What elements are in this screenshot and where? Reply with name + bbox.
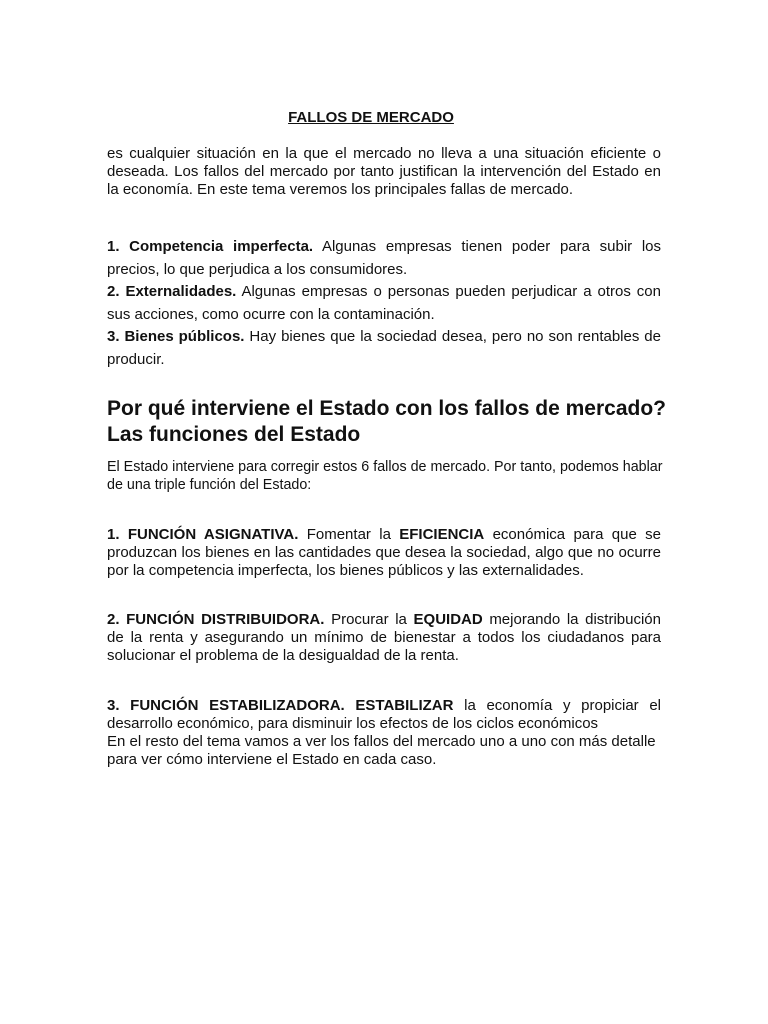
section-heading-line1: Por qué interviene el Estado con los fallos de mercado? xyxy=(107,397,666,420)
function-paragraph-assignative: 1. FUNCIÓN ASIGNATIVA. Fomentar la EFICIENCIA económica para que se produzcan los bienes en las cantidades que desea la sociedad, algo que no ocurre por la competencia imperfecta, los bienes públicos y las externalidades. xyxy=(107,526,662,579)
function-keyword: EQUIDAD xyxy=(413,611,483,628)
function-label: 2. FUNCIÓN DISTRIBUIDORA. xyxy=(107,611,325,628)
list-item-label: 3. Bienes públicos. xyxy=(107,328,245,345)
list-item xyxy=(107,281,661,326)
list-item xyxy=(107,326,661,371)
function-label: 1. FUNCIÓN ASIGNATIVA. xyxy=(107,526,299,543)
intro-paragraph: es cualquier situación en la que el mercado no lleva a una situación eficiente o deseada. Los fallos del mercado por tanto justifican la intervención del Estado en la economía. En este tema veremos los principales fallas de mercado. xyxy=(107,145,661,198)
document-title: FALLOS DE MERCADO xyxy=(288,109,454,126)
function-paragraph-distributive: 2. FUNCIÓN DISTRIBUIDORA. Procurar la EQUIDAD mejorando la distribución de la renta y asegurando un mínimo de bienestar a todos los ciudadanos para solucionar el problema de la desigualdad de la renta. xyxy=(107,611,661,664)
list-item xyxy=(107,236,661,281)
closing-paragraph: En el resto del tema vamos a ver los fallos del mercado uno a uno con más detalle para ver cómo interviene el Estado en cada caso. xyxy=(107,733,656,768)
list-item-text: Algunas empresas tienen poder para subir los precios, lo que perjudica a los consumidores. xyxy=(107,238,661,278)
function-paragraph-stabilizing: 3. FUNCIÓN ESTABILIZADORA. ESTABILIZAR la economía y propiciar el desarrollo económico, para disminuir los efectos de los ciclos económicos En el resto del tema vamos a ver los fallos del mercado uno a uno con más detalle para ver cómo interviene el Estado en cada caso. xyxy=(107,697,661,768)
function-keyword: ESTABILIZAR xyxy=(355,697,454,714)
function-keyword: EFICIENCIA xyxy=(399,526,485,543)
section-heading-line2: Las funciones del Estado xyxy=(107,423,361,446)
section-heading xyxy=(107,396,687,448)
list-item-label: 1. Competencia imperfecta. xyxy=(107,238,314,255)
function-label: 3. FUNCIÓN ESTABILIZADORA. xyxy=(107,697,345,714)
list-item-label: 2. Externalidades. xyxy=(107,283,237,300)
state-intro-paragraph: El Estado interviene para corregir estos 6 fallos de mercado. Por tanto, podemos hablar de una triple función del Estado: xyxy=(107,459,663,493)
market-failures-list xyxy=(107,236,661,371)
list-item-text: Hay bienes que la sociedad desea, pero no son rentables de producir. xyxy=(107,328,661,368)
list-item-text: Algunas empresas o personas pueden perjudicar a otros con sus acciones, como ocurre con la contaminación. xyxy=(107,283,661,323)
